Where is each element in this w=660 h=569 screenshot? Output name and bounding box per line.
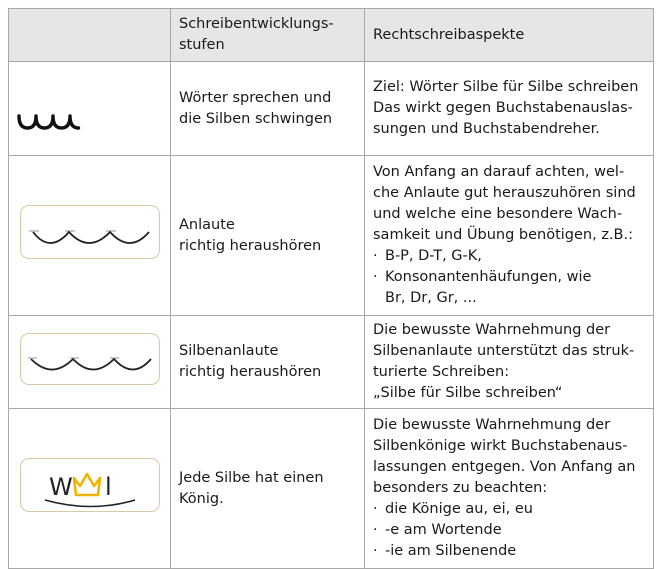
stage-text: die Silben schwingen: [179, 110, 333, 127]
icon-letter-w: W: [48, 473, 73, 501]
icon-cell: [9, 316, 171, 409]
aspect-text: Die bewusste Wahrnehmung der: [373, 417, 611, 433]
aspect-text: che Anlaute gut herauszuhören sind: [373, 185, 636, 201]
aspects-cell: [365, 62, 654, 156]
bullet-symbol: ·: [373, 269, 378, 285]
aspect-text: Von Anfang an darauf achten, wel-: [373, 164, 625, 180]
stage-cell: [171, 409, 365, 569]
list-item-continuation: Br, Dr, Gr, ...: [385, 290, 477, 306]
header-icon-cell: [9, 9, 171, 62]
aspects-cell: [365, 156, 654, 316]
bullet-symbol: ·: [373, 543, 378, 559]
crown-icon: [74, 474, 100, 495]
list-item: [373, 267, 647, 288]
aspect-text: Das wirkt gegen Buchstabenauslas-: [373, 100, 633, 116]
bullet-symbol: ·: [373, 501, 378, 517]
stage-cell: [171, 156, 365, 316]
aspect-text: turierte Schreiben:: [373, 364, 510, 380]
list-item-text: die Könige au, ei, eu: [385, 501, 533, 517]
aspect-text: besonders zu beachten:: [373, 480, 548, 496]
icon-frame: [20, 205, 160, 259]
aspects-cell: [365, 316, 654, 409]
bullet-symbol: ·: [373, 522, 378, 538]
list-item: [373, 520, 647, 541]
aspect-text: Ziel: Wörter Silbe für Silbe schreiben: [373, 79, 639, 95]
bullet-symbol: ·: [373, 248, 378, 264]
stage-text: richtig heraushören: [179, 364, 322, 380]
header-stages-line: Schreibentwicklungs-: [179, 16, 334, 32]
list-item-text: Konsonantenhäufungen, wie: [385, 269, 592, 285]
header-aspects: [365, 9, 654, 62]
aspect-text: „Silbe für Silbe schreiben“: [373, 385, 563, 401]
header-stages: [171, 9, 365, 62]
table-row: [9, 156, 654, 316]
table-row: [9, 62, 654, 156]
stage-cell: [171, 316, 365, 409]
stage-text: Jede Silbe hat einen: [179, 469, 324, 486]
stage-text: richtig heraushören: [179, 237, 322, 254]
list-item: [373, 499, 647, 520]
aspect-text: Die bewusste Wahrnehmung der: [373, 322, 611, 338]
list-item-text: B-P, D-T, G-K,: [385, 248, 482, 264]
icon-cell: [9, 409, 171, 569]
header-aspects-label: Rechtschreibaspekte: [373, 26, 525, 43]
list-item-text: -e am Wortende: [385, 522, 502, 538]
icon-letter-l: l: [104, 473, 112, 501]
table-row: [9, 409, 654, 569]
aspect-text: Silbenkönige wirkt Buchstabenaus-: [373, 438, 628, 454]
silben-bogen-icon: [9, 62, 170, 148]
aspect-text: sungen und Buchstabendreher.: [373, 121, 600, 137]
silbenkoenig-icon: [21, 459, 159, 511]
aspect-text: und welche eine besondere Wach-: [373, 206, 623, 222]
silbenanlaut-bogen-icon: [21, 334, 159, 384]
aspect-text: samkeit und Übung benötigen, z.B.:: [373, 227, 633, 243]
icon-frame: [20, 333, 160, 385]
aspect-text: Silbenanlaute unterstützt das struk-: [373, 343, 635, 359]
stage-text: Anlaute: [179, 216, 235, 233]
stage-text: König.: [179, 490, 224, 507]
table-row: [9, 316, 654, 409]
icon-cell: [9, 156, 171, 316]
stage-text: Silbenanlaute: [179, 343, 279, 359]
header-stages-line: stufen: [179, 37, 225, 53]
icon-cell: [9, 62, 171, 156]
aspects-cell: [365, 409, 654, 569]
writing-stages-table: [8, 8, 654, 569]
list-item-text: -ie am Silbenende: [385, 543, 517, 559]
icon-frame: [20, 458, 160, 512]
table-wrapper: [8, 8, 654, 569]
list-item: [373, 246, 647, 267]
stage-cell: [171, 62, 365, 156]
aspect-text: lassungen entgegen. Von Anfang an: [373, 459, 636, 475]
list-item: [373, 541, 647, 562]
anlaut-bogen-icon: [21, 206, 159, 258]
header-row: [9, 9, 654, 62]
stage-text: Wörter sprechen und: [179, 89, 332, 106]
